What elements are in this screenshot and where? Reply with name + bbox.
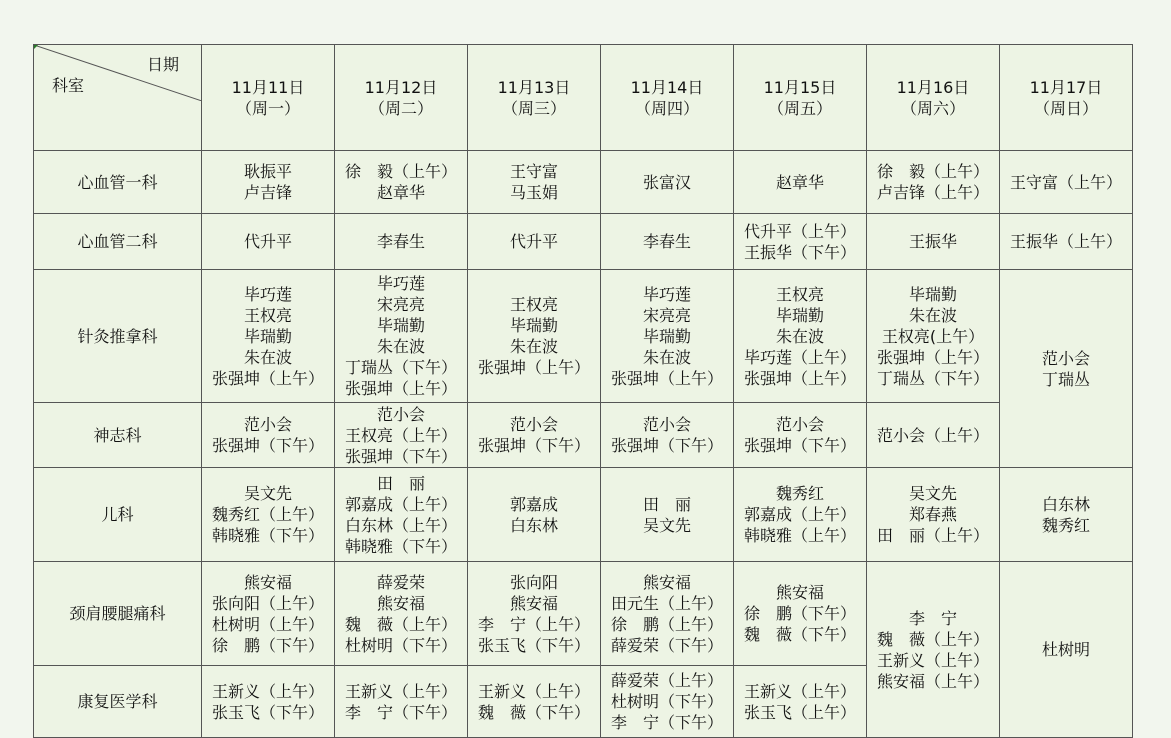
schedule-cell: 张富汉 — [601, 151, 734, 214]
schedule-cell: 郭嘉成 白东林 — [468, 468, 601, 562]
schedule-cell: 薛爱荣（上午） 杜树明（下午） 李 宁（下午） — [601, 666, 734, 738]
schedule-cell: 王权亮 毕瑞勤 朱在波 张强坤（上午） — [468, 270, 601, 403]
day-weekday: （周二） — [368, 98, 433, 118]
day-date: 11月16日 — [896, 77, 970, 97]
day-date: 11月12日 — [364, 77, 438, 97]
dept-name: 针灸推拿科 — [34, 270, 202, 403]
corner-date-label: 日期 — [146, 55, 179, 74]
day-header — [335, 45, 468, 151]
schedule-cell: 王振华 — [867, 214, 1000, 270]
corner-dept-label: 科室 — [52, 76, 85, 95]
duty-schedule-table — [33, 44, 1133, 738]
day-header — [867, 45, 1000, 151]
schedule-cell: 李春生 — [335, 214, 468, 270]
dept-name: 心血管二科 — [34, 214, 202, 270]
day-date: 11月15日 — [763, 77, 837, 97]
schedule-cell: 王权亮 毕瑞勤 朱在波 毕巧莲（上午） 张强坤（上午） — [734, 270, 867, 403]
day-weekday: （周一） — [235, 98, 300, 118]
schedule-cell: 王守富（上午） — [1000, 151, 1133, 214]
day-weekday: （周三） — [501, 98, 566, 118]
schedule-cell: 代升平 — [468, 214, 601, 270]
dept-row-psychiatry — [34, 403, 1133, 468]
schedule-cell: 吴文先 魏秀红（上午） 韩晓雅（下午） — [202, 468, 335, 562]
schedule-cell: 范小会 张强坤（下午） — [468, 403, 601, 468]
schedule-cell: 范小会 张强坤（下午） — [734, 403, 867, 468]
header-row — [34, 45, 1133, 151]
day-weekday: （周六） — [900, 98, 965, 118]
day-date: 11月17日 — [1029, 77, 1103, 97]
schedule-cell: 田 丽 吴文先 — [601, 468, 734, 562]
schedule-cell-merged: 杜树明 — [1000, 562, 1133, 738]
day-header — [734, 45, 867, 151]
schedule-cell: 王守富 马玉娟 — [468, 151, 601, 214]
dept-row-cardio-1 — [34, 151, 1133, 214]
schedule-cell: 熊安福 徐 鹏（下午） 魏 薇（下午） — [734, 562, 867, 666]
schedule-cell: 赵章华 — [734, 151, 867, 214]
schedule-cell: 熊安福 张向阳（上午） 杜树明（上午） 徐 鹏（下午） — [202, 562, 335, 666]
schedule-cell: 张向阳 熊安福 李 宁（上午） 张玉飞（下午） — [468, 562, 601, 666]
schedule-cell-merged: 范小会 丁瑞丛 — [1000, 270, 1133, 468]
schedule-cell: 李春生 — [601, 214, 734, 270]
corner-header — [34, 45, 202, 151]
dept-row-acupuncture — [34, 270, 1133, 403]
schedule-cell: 毕巧莲 宋亮亮 毕瑞勤 朱在波 丁瑞丛（下午） 张强坤（上午） — [335, 270, 468, 403]
day-date: 11月13日 — [497, 77, 571, 97]
schedule-cell: 范小会（上午） — [867, 403, 1000, 468]
schedule-cell: 代升平（上午） 王振华（下午） — [734, 214, 867, 270]
schedule-cell: 徐 毅（上午） 赵章华 — [335, 151, 468, 214]
schedule-cell: 毕瑞勤 朱在波 王权亮(上午） 张强坤（上午） 丁瑞丛（下午） — [867, 270, 1000, 403]
schedule-cell-merged: 李 宁 魏 薇（上午） 王新义（上午） 熊安福（上午） — [867, 562, 1000, 738]
day-weekday: （周日） — [1033, 98, 1098, 118]
schedule-cell: 耿振平 卢吉锋 — [202, 151, 335, 214]
schedule-cell: 王新义（上午） 张玉飞（下午） — [202, 666, 335, 738]
schedule-cell: 吴文先 郑春燕 田 丽（上午） — [867, 468, 1000, 562]
dept-name: 心血管一科 — [34, 151, 202, 214]
schedule-cell: 薛爱荣 熊安福 魏 薇（上午） 杜树明（下午） — [335, 562, 468, 666]
schedule-cell: 田 丽 郭嘉成（上午） 白东林（上午） 韩晓雅（下午） — [335, 468, 468, 562]
day-header — [202, 45, 335, 151]
day-header — [601, 45, 734, 151]
dept-row-cardio-2 — [34, 214, 1133, 270]
schedule-cell: 徐 毅（上午） 卢吉锋（上午） — [867, 151, 1000, 214]
schedule-cell: 熊安福 田元生（上午） 徐 鹏（上午） 薛爱荣（下午） — [601, 562, 734, 666]
day-header — [1000, 45, 1133, 151]
schedule-cell: 范小会 张强坤（下午） — [202, 403, 335, 468]
schedule-cell: 白东林 魏秀红 — [1000, 468, 1133, 562]
schedule-cell: 毕巧莲 宋亮亮 毕瑞勤 朱在波 张强坤（上午） — [601, 270, 734, 403]
schedule-cell: 范小会 王权亮（上午） 张强坤（下午） — [335, 403, 468, 468]
schedule-cell: 王振华（上午） — [1000, 214, 1133, 270]
day-weekday: （周四） — [634, 98, 699, 118]
day-date: 11月11日 — [231, 77, 305, 97]
schedule-cell: 王新义（上午） 魏 薇（下午） — [468, 666, 601, 738]
dept-row-pediatrics — [34, 468, 1133, 562]
dept-name: 神志科 — [34, 403, 202, 468]
day-header — [468, 45, 601, 151]
dept-name: 康复医学科 — [34, 666, 202, 738]
schedule-cell: 王新义（上午） 李 宁（下午） — [335, 666, 468, 738]
schedule-cell: 代升平 — [202, 214, 335, 270]
dept-row-orthopedic-pain — [34, 562, 1133, 666]
schedule-sheet — [33, 44, 1133, 738]
schedule-cell: 毕巧莲 王权亮 毕瑞勤 朱在波 张强坤（上午） — [202, 270, 335, 403]
schedule-cell: 范小会 张强坤（下午） — [601, 403, 734, 468]
dept-name: 颈肩腰腿痛科 — [34, 562, 202, 666]
schedule-cell: 魏秀红 郭嘉成（上午） 韩晓雅（上午） — [734, 468, 867, 562]
dept-name: 儿科 — [34, 468, 202, 562]
schedule-cell: 王新义（上午） 张玉飞（上午） — [734, 666, 867, 738]
day-date: 11月14日 — [630, 77, 704, 97]
day-weekday: （周五） — [767, 98, 832, 118]
